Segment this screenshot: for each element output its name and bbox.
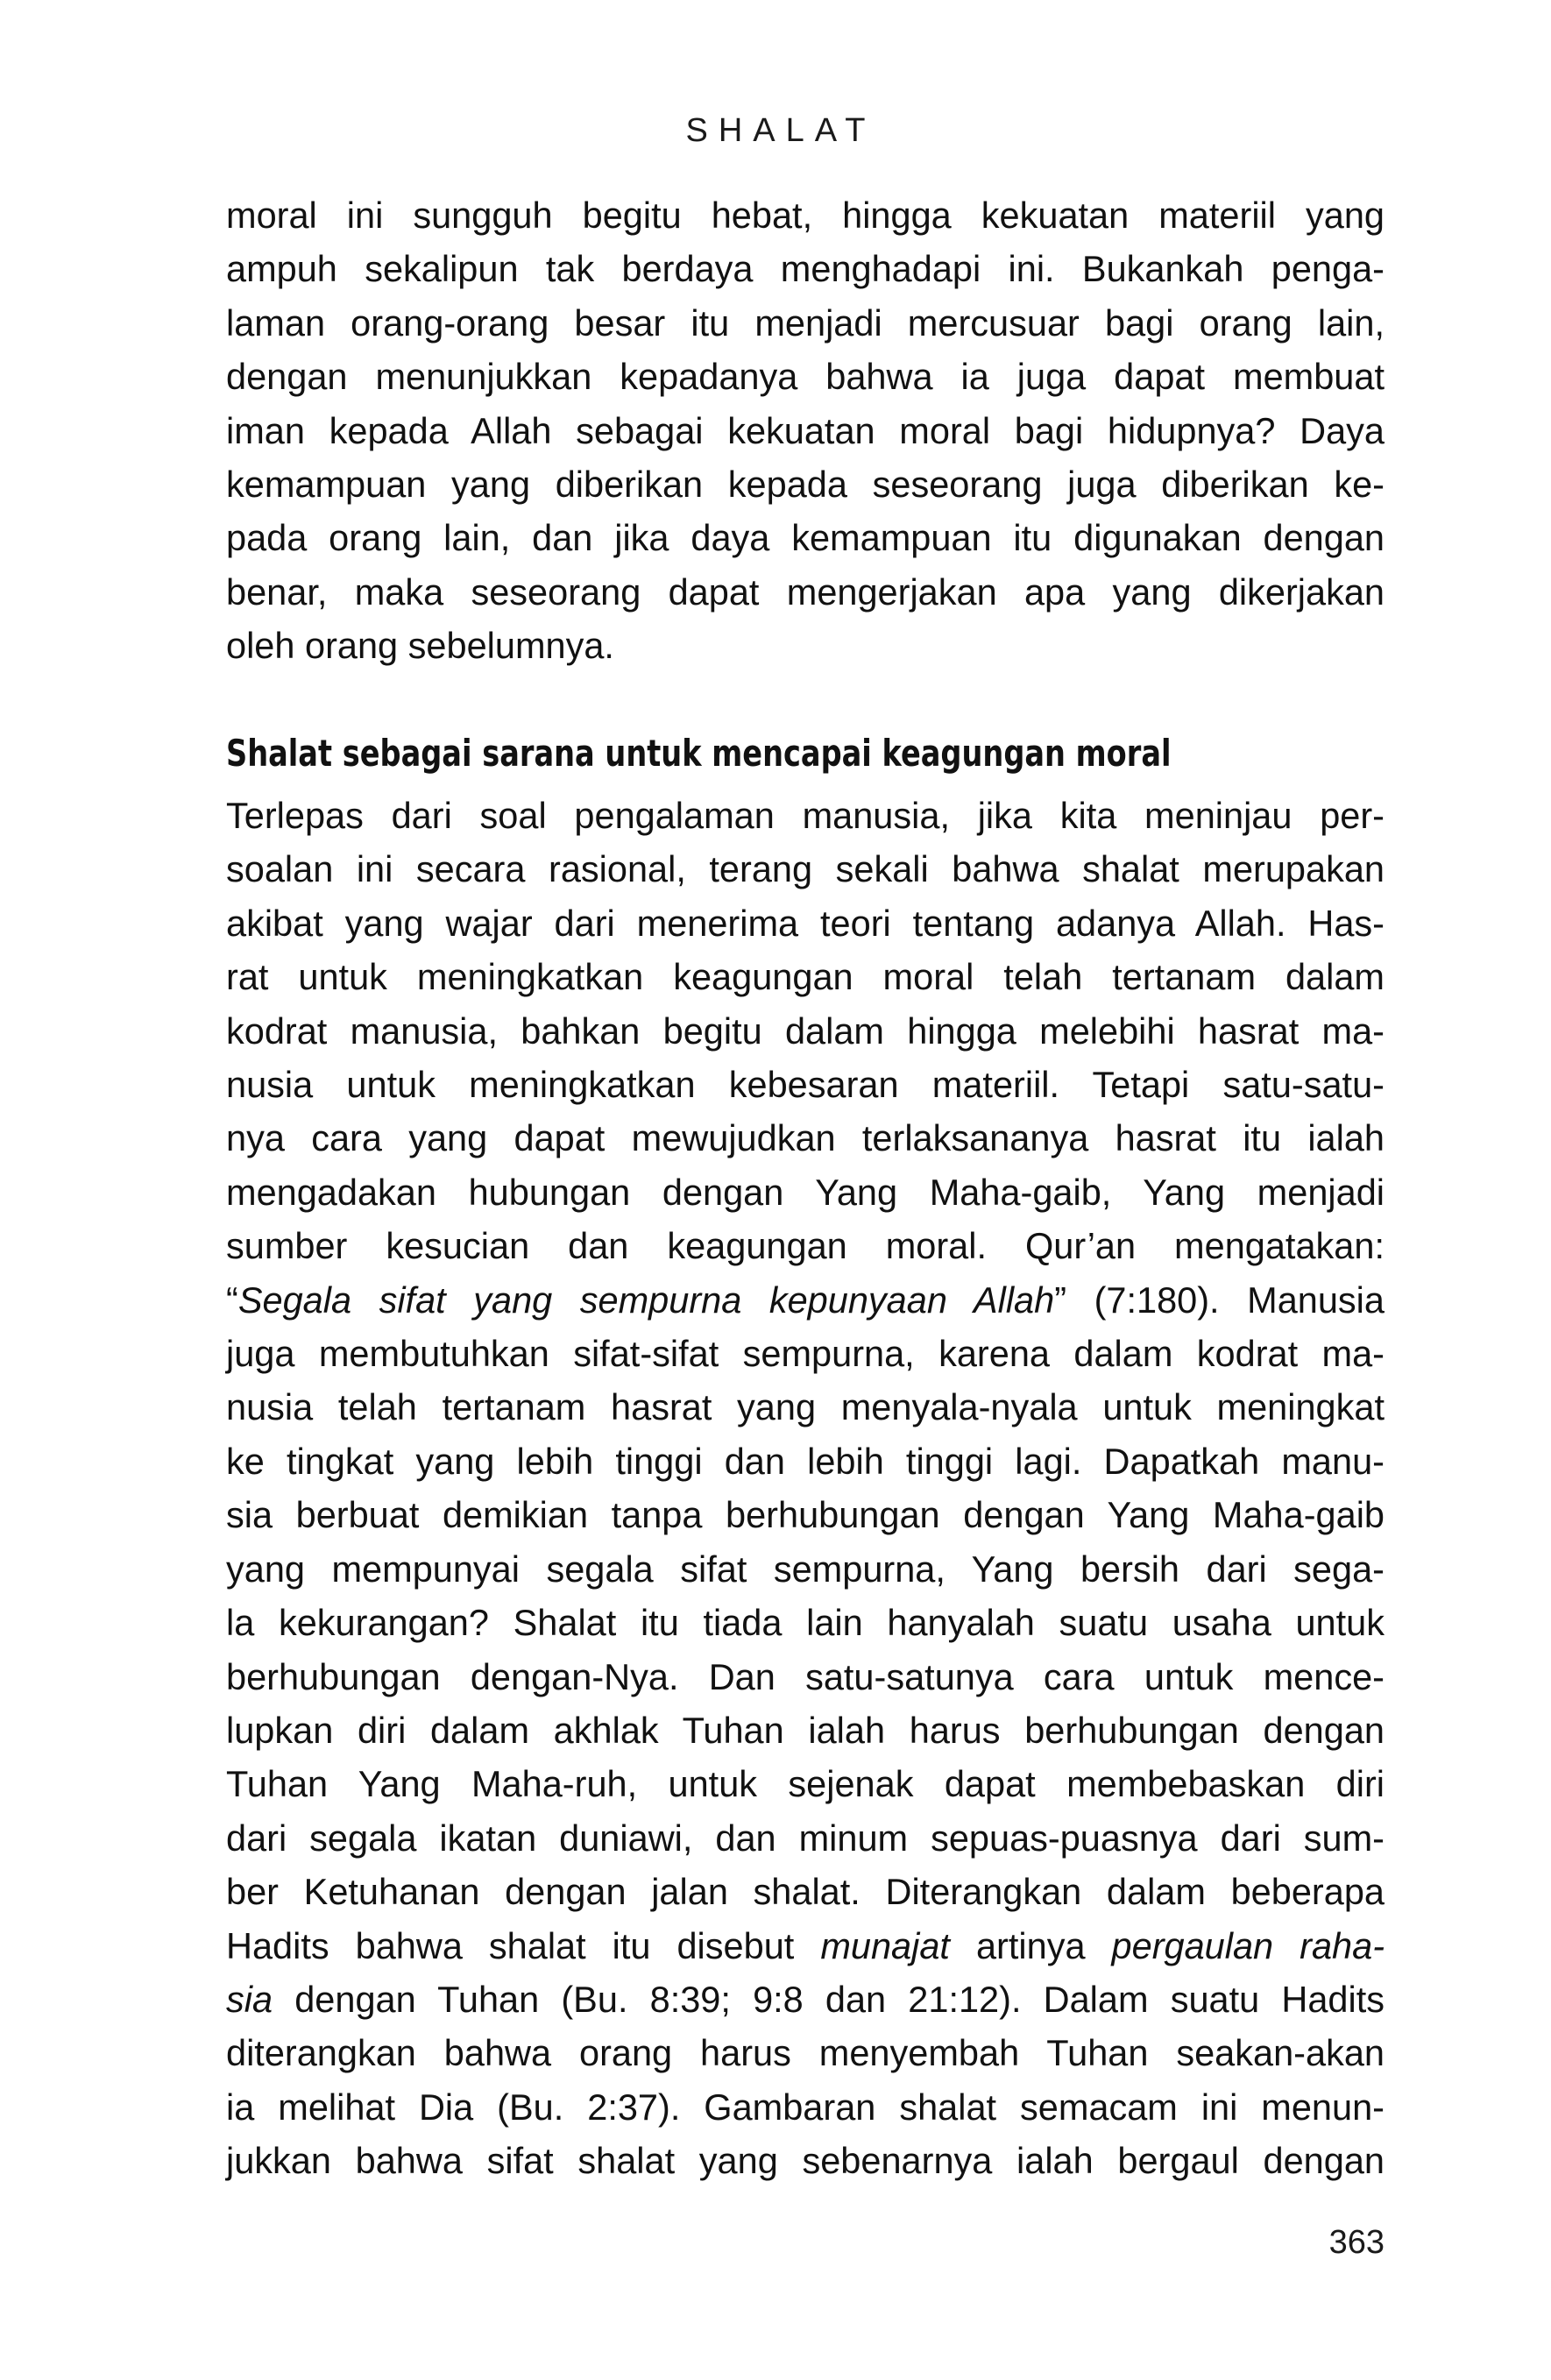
text-line: rat untuk meningkatkan keagungan moral telah tertanam dalam — [226, 956, 1385, 998]
text-line: pada orang lain, dan jika daya kemampuan itu digunakan dengan — [226, 517, 1385, 559]
text-line: nya cara yang dapat mewujudkan terlaksananya hasrat itu ialah — [226, 1117, 1385, 1159]
running-header: SHALAT — [685, 112, 876, 149]
text-line: oleh orang sebelumnya. — [226, 625, 614, 667]
text-segment: artinya — [949, 1924, 1112, 1966]
text-line-quote — [226, 1273, 1385, 1327]
italic-term-sia: sia — [226, 1978, 273, 2020]
text-line: dengan menunjukkan kepadanya bahwa ia juga dapat membuat — [226, 356, 1385, 398]
text-line: iman kepada Allah sebagai kekuatan moral bagi hidupnya? Daya — [226, 409, 1385, 451]
text-line: ia melihat Dia (Bu. 2:37). Gambaran shalat semacam ini menun- — [226, 2086, 1385, 2128]
text-line: kodrat manusia, bahkan begitu dalam hingga melebihi hasrat ma- — [226, 1009, 1385, 1052]
text-line: mengadakan hubungan dengan Yang Maha-gaib, Yang menjadi — [226, 1171, 1385, 1213]
text-line: sumber kesucian dan keagungan moral. Qur’an mengatakan: — [226, 1225, 1385, 1267]
text-segment: Hadits bahwa shalat itu disebut — [226, 1924, 821, 1966]
text-line: soalan ini secara rasional, terang sekali bahwa shalat merupakan — [226, 848, 1385, 890]
text-line: benar, maka seseorang dapat mengerjakan apa yang dikerjakan — [226, 570, 1385, 613]
text-line: berhubungan dengan-Nya. Dan satu-satunya cara untuk mence- — [226, 1655, 1385, 1697]
text-segment: dengan Tuhan (Bu. 8:39; 9:8 dan 21:12). Dalam suatu Hadits — [273, 1978, 1385, 2020]
text-line: kemampuan yang diberikan kepada seseorang juga diberikan ke- — [226, 464, 1385, 506]
quran-quote: Segala sifat yang sempurna kepunyaan Allah — [237, 1279, 1055, 1321]
text-line: juga membutuhkan sifat-sifat sempurna, karena dalam kodrat ma- — [226, 1333, 1385, 1375]
text-line: Terlepas dari soal pengalaman manusia, jika kita meninjau per- — [226, 795, 1385, 836]
text-line: laman orang-orang besar itu menjadi mercusuar bagi orang lain, — [226, 301, 1385, 344]
text-line: yang mempunyai segala sifat sempurna, Yang bersih dari sega- — [226, 1548, 1385, 1590]
paragraph-main — [226, 789, 1385, 2188]
text-line: sia berbuat demikian tanpa berhubungan dengan Yang Maha-gaib — [226, 1494, 1385, 1536]
text-line: akibat yang wajar dari menerima teori tentang adanya Allah. Has- — [226, 902, 1385, 944]
text-line: lupkan diri dalam akhlak Tuhan ialah harus berhubungan dengan — [226, 1709, 1385, 1751]
text-line: la kekurangan? Shalat itu tiada lain hanyalah suatu usaha untuk — [226, 1602, 1385, 1644]
text-line: ampuh sekalipun tak berdaya menghadapi ini. Bukankah penga- — [226, 248, 1385, 290]
text-line-italics — [226, 1919, 1385, 1973]
page-number: 363 — [1328, 2224, 1385, 2261]
text-line: diterangkan bahwa orang harus menyembah Tuhan seakan-akan — [226, 2032, 1385, 2074]
italic-term-pergaulan: pergaulan raha- — [1111, 1924, 1385, 1966]
text-line: nusia telah tertanam hasrat yang menyala-nyala untuk meningkat — [226, 1386, 1385, 1428]
open-quote: “ — [226, 1279, 238, 1321]
text-line: ke tingkat yang lebih tinggi dan lebih tinggi lagi. Dapatkah manu- — [226, 1440, 1385, 1482]
text-line: nusia untuk meningkatkan kebesaran materiil. Tetapi satu-satu- — [226, 1064, 1385, 1106]
italic-term-munajat: munajat — [820, 1924, 950, 1966]
text-line: ber Ketuhanan dengan jalan shalat. Diterangkan dalam beberapa — [226, 1871, 1385, 1913]
paragraph-continued — [226, 188, 1385, 673]
quote-reference: ” (7:180). Manusia — [1054, 1279, 1385, 1321]
section-heading: Shalat sebagai sarana untuk mencapai keagungan moral — [226, 732, 1172, 775]
text-line: moral ini sungguh begitu hebat, hingga kekuatan materiil yang — [226, 195, 1385, 236]
text-line: dari segala ikatan duniawi, dan minum sepuas-puasnya dari sum- — [226, 1817, 1385, 1859]
text-line: Tuhan Yang Maha-ruh, untuk sejenak dapat membebaskan diri — [226, 1763, 1385, 1805]
text-line: jukkan bahwa sifat shalat yang sebenarnya ialah bergaul dengan — [226, 2140, 1385, 2182]
text-line-italics — [226, 1973, 1385, 2026]
